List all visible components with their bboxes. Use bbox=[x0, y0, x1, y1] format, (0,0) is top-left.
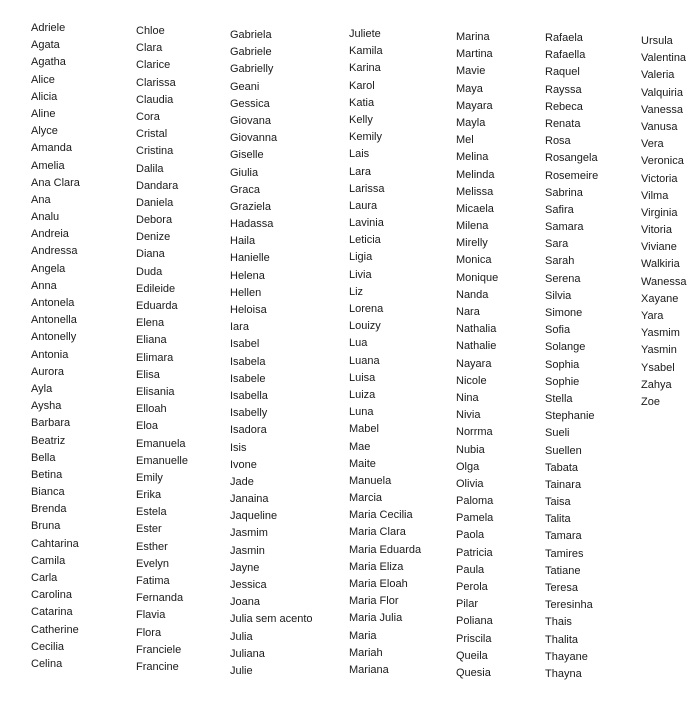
name-item: Monica bbox=[456, 254, 492, 267]
name-item: Vanusa bbox=[641, 120, 678, 133]
name-item: Erika bbox=[136, 489, 162, 502]
name-item: Elimara bbox=[136, 351, 174, 364]
name-item: Walkiria bbox=[641, 258, 680, 271]
name-item: Sofia bbox=[545, 324, 571, 337]
name-item: Estela bbox=[136, 506, 167, 519]
name-item: Clara bbox=[136, 42, 163, 55]
name-item: Mayara bbox=[456, 99, 493, 112]
name-item: Flavia bbox=[136, 609, 166, 622]
name-item: Simone bbox=[545, 307, 583, 319]
name-item: Giselle bbox=[230, 149, 264, 162]
name-column-5 bbox=[456, 29, 498, 682]
name-item: Ligia bbox=[349, 251, 373, 264]
name-item: Wanessa bbox=[641, 275, 687, 288]
name-item: Eliana bbox=[136, 334, 167, 347]
name-item: Maria Clara bbox=[349, 526, 406, 539]
name-item: Catarina bbox=[31, 606, 73, 619]
name-item: Thalita bbox=[545, 633, 579, 646]
name-item: Lais bbox=[349, 148, 370, 161]
name-item: Patricia bbox=[456, 546, 493, 559]
name-item: Antonella bbox=[31, 314, 77, 327]
name-item: Tamires bbox=[545, 547, 584, 560]
name-item: Fatima bbox=[136, 575, 170, 587]
name-item: Mayla bbox=[456, 116, 486, 129]
name-item: Elena bbox=[136, 317, 165, 330]
name-item: Karina bbox=[349, 62, 381, 75]
name-item: Nivia bbox=[456, 409, 481, 422]
name-item: Alyce bbox=[31, 125, 58, 138]
name-item: Nara bbox=[456, 306, 480, 318]
name-item: Geani bbox=[230, 80, 260, 93]
name-item: Quesia bbox=[456, 666, 491, 679]
name-item: Karol bbox=[349, 79, 375, 92]
name-item: Andressa bbox=[31, 245, 78, 258]
name-item: Dalila bbox=[136, 162, 164, 175]
name-item: Isabela bbox=[230, 355, 266, 368]
name-item: Brenda bbox=[31, 503, 67, 516]
name-item: Andreia bbox=[31, 228, 69, 241]
name-item: Elisa bbox=[136, 368, 160, 381]
name-item: Livia bbox=[349, 268, 372, 281]
name-item: Juliana bbox=[230, 647, 265, 660]
name-item: Veronica bbox=[641, 155, 684, 168]
name-item: Olga bbox=[456, 460, 480, 473]
name-item: Carolina bbox=[31, 589, 72, 602]
name-item: Duda bbox=[136, 265, 163, 278]
name-item: Leticia bbox=[349, 234, 381, 247]
name-item: Joana bbox=[230, 596, 260, 609]
name-item: Giovanna bbox=[230, 132, 278, 145]
name-item: Thayna bbox=[545, 667, 582, 680]
name-item: Antonela bbox=[31, 297, 75, 309]
name-item: Jasmim bbox=[230, 527, 268, 540]
name-item: Vanessa bbox=[641, 103, 683, 116]
name-item: Hadassa bbox=[230, 218, 274, 231]
name-item: Hanielle bbox=[230, 252, 270, 265]
name-item: Mariana bbox=[349, 663, 389, 676]
name-item: Yasmin bbox=[641, 344, 677, 357]
name-item: Yara bbox=[641, 310, 664, 322]
name-item: Beatriz bbox=[31, 434, 66, 447]
name-item: Graziela bbox=[230, 200, 271, 213]
name-item: Cristal bbox=[136, 128, 168, 141]
name-item: Antonia bbox=[31, 348, 69, 361]
name-column-6 bbox=[545, 30, 598, 683]
name-item: Tatiane bbox=[545, 564, 581, 577]
name-column-7 bbox=[641, 33, 686, 411]
name-item: Julia sem acento bbox=[230, 613, 313, 626]
name-item: Renata bbox=[545, 117, 581, 130]
name-item: Heloisa bbox=[230, 304, 267, 316]
name-item: Juliete bbox=[349, 28, 381, 40]
name-item: Raquel bbox=[545, 66, 580, 79]
name-item: Daniela bbox=[136, 196, 174, 209]
name-item: Sueli bbox=[545, 427, 570, 440]
name-item: Mariah bbox=[349, 646, 383, 659]
name-item: Ester bbox=[136, 523, 162, 536]
name-item: Nicole bbox=[456, 374, 487, 387]
name-item: Adriele bbox=[31, 22, 66, 34]
name-item: Sophia bbox=[545, 358, 580, 371]
name-item: Silvia bbox=[545, 289, 572, 302]
name-item: Maria bbox=[349, 629, 377, 642]
name-item: Mavie bbox=[456, 65, 486, 78]
name-item: Valquiria bbox=[641, 86, 683, 99]
name-item: Elloah bbox=[136, 403, 167, 416]
name-item: Suellen bbox=[545, 444, 582, 457]
name-item: Nanda bbox=[456, 288, 489, 301]
name-item: Priscila bbox=[456, 632, 492, 645]
name-item: Ana bbox=[31, 193, 51, 206]
name-item: Nathalie bbox=[456, 340, 497, 353]
name-item: Jade bbox=[230, 475, 254, 488]
name-item: Haila bbox=[230, 235, 256, 248]
name-item: Lorena bbox=[349, 303, 384, 315]
name-item: Alice bbox=[31, 73, 55, 86]
name-item: Ursula bbox=[641, 35, 673, 47]
name-item: Maite bbox=[349, 457, 376, 470]
name-item: Maya bbox=[456, 82, 483, 95]
name-item: Isis bbox=[230, 441, 247, 454]
name-item: Queila bbox=[456, 649, 488, 662]
name-item: Pilar bbox=[456, 598, 479, 611]
name-item: Clarice bbox=[136, 59, 171, 72]
name-item: Elisania bbox=[136, 385, 175, 398]
name-item: Larissa bbox=[349, 182, 385, 195]
name-item: Norrma bbox=[456, 426, 493, 439]
name-item: Amanda bbox=[31, 142, 72, 155]
name-item: Luiza bbox=[349, 388, 376, 401]
name-item: Ysabel bbox=[641, 361, 675, 374]
name-item: Luisa bbox=[349, 371, 376, 384]
name-item: Sabrina bbox=[545, 186, 583, 199]
name-column-4 bbox=[349, 26, 421, 679]
name-item: Debora bbox=[136, 214, 173, 227]
name-item: Maria Julia bbox=[349, 612, 403, 625]
name-item: Melinda bbox=[456, 168, 495, 181]
name-item: Sarah bbox=[545, 255, 575, 268]
name-item: Mabel bbox=[349, 423, 379, 436]
name-item: Dandara bbox=[136, 179, 179, 192]
name-item: Barbara bbox=[31, 417, 71, 430]
name-item: Kelly bbox=[349, 113, 373, 126]
name-item: Claudia bbox=[136, 93, 174, 106]
name-column-3 bbox=[230, 27, 313, 680]
name-item: Talita bbox=[545, 513, 571, 526]
name-item: Mirelly bbox=[456, 237, 488, 250]
name-item: Marcia bbox=[349, 492, 383, 505]
name-item: Cristina bbox=[136, 145, 174, 158]
name-item: Fernanda bbox=[136, 592, 184, 605]
name-item: Victoria bbox=[641, 172, 678, 185]
name-item: Vilma bbox=[641, 189, 669, 202]
name-item: Maria Cecilia bbox=[349, 509, 413, 522]
name-item: Nayara bbox=[456, 357, 492, 370]
name-item: Amelia bbox=[31, 159, 65, 172]
name-item: Lara bbox=[349, 165, 372, 178]
name-item: Manuela bbox=[349, 474, 392, 487]
name-item: Tainara bbox=[545, 478, 582, 491]
name-item: Vitoria bbox=[641, 224, 672, 237]
name-item: Eduarda bbox=[136, 300, 178, 312]
name-item: Laura bbox=[349, 199, 378, 212]
name-item: Chloe bbox=[136, 25, 165, 37]
name-item: Safira bbox=[545, 203, 574, 216]
name-item: Betina bbox=[31, 468, 63, 481]
name-item: Giulia bbox=[230, 166, 259, 179]
name-item: Gabrielly bbox=[230, 63, 274, 76]
name-item: Paola bbox=[456, 529, 485, 542]
name-item: Samara bbox=[545, 221, 584, 234]
name-item: Cora bbox=[136, 110, 160, 123]
name-item: Sara bbox=[545, 238, 569, 251]
name-item: Gabriele bbox=[230, 46, 272, 59]
name-item: Catherine bbox=[31, 623, 79, 636]
name-item: Stephanie bbox=[545, 410, 595, 423]
name-item: Emily bbox=[136, 471, 163, 484]
name-item: Valeria bbox=[641, 69, 675, 82]
name-item: Viviane bbox=[641, 241, 677, 254]
name-item: Serena bbox=[545, 272, 581, 285]
name-item: Graca bbox=[230, 183, 260, 196]
name-item: Virginia bbox=[641, 206, 678, 219]
name-item: Clarissa bbox=[136, 76, 176, 89]
name-item: Monique bbox=[456, 271, 499, 284]
name-item: Aline bbox=[31, 107, 56, 120]
name-item: Ivone bbox=[230, 458, 257, 471]
name-column-1 bbox=[31, 20, 80, 673]
name-item: Rosa bbox=[545, 135, 571, 148]
name-item: Teresinha bbox=[545, 599, 593, 612]
name-item: Maria Eliza bbox=[349, 560, 404, 573]
name-item: Luana bbox=[349, 354, 380, 367]
name-item: Liz bbox=[349, 285, 364, 298]
name-item: Maria Flor bbox=[349, 595, 399, 608]
name-item: Sophie bbox=[545, 375, 580, 388]
name-item: Diana bbox=[136, 248, 165, 261]
name-item: Emanuela bbox=[136, 437, 186, 450]
name-item: Isabele bbox=[230, 372, 266, 385]
name-item: Alicia bbox=[31, 90, 58, 103]
name-item: Taisa bbox=[545, 496, 571, 509]
name-item: Lavinia bbox=[349, 217, 384, 230]
name-item: Pamela bbox=[456, 512, 494, 525]
name-item: Bianca bbox=[31, 486, 65, 499]
name-item: Angela bbox=[31, 262, 66, 275]
name-item: Denize bbox=[136, 231, 171, 244]
name-item: Luna bbox=[349, 406, 374, 419]
name-item: Rayssa bbox=[545, 83, 582, 96]
name-item: Kamila bbox=[349, 45, 383, 58]
name-item: Evelyn bbox=[136, 557, 170, 570]
name-item: Edileide bbox=[136, 282, 176, 295]
name-item: Teresa bbox=[545, 582, 579, 594]
name-item: Cahtarina bbox=[31, 537, 79, 550]
name-item: Jayne bbox=[230, 561, 260, 574]
name-item: Katia bbox=[349, 96, 375, 109]
name-item: Isabella bbox=[230, 389, 268, 402]
name-item: Cecilia bbox=[31, 640, 65, 653]
name-item: Janaina bbox=[230, 493, 269, 506]
name-item: Maria Eloah bbox=[349, 578, 408, 590]
name-item: Thayane bbox=[545, 650, 588, 663]
name-item: Yasmim bbox=[641, 327, 680, 340]
name-item: Isabel bbox=[230, 338, 260, 351]
name-item: Emanuelle bbox=[136, 454, 188, 467]
name-column-2 bbox=[136, 23, 188, 676]
name-item: Rafaella bbox=[545, 49, 586, 62]
name-item: Perola bbox=[456, 581, 488, 593]
name-item: Isabelly bbox=[230, 407, 268, 420]
name-item: Isadora bbox=[230, 424, 267, 437]
name-item: Mae bbox=[349, 440, 371, 453]
name-item: Julie bbox=[230, 664, 253, 677]
name-item: Martina bbox=[456, 48, 493, 61]
name-item: Franciele bbox=[136, 643, 182, 656]
name-item: Agatha bbox=[31, 56, 66, 69]
name-item: Francine bbox=[136, 660, 179, 673]
name-item: Solange bbox=[545, 341, 586, 354]
name-item: Nina bbox=[456, 391, 479, 404]
name-item: Agata bbox=[31, 39, 60, 52]
name-item: Nubia bbox=[456, 443, 485, 456]
name-item: Valentina bbox=[641, 52, 687, 65]
name-item: Stella bbox=[545, 392, 573, 405]
name-item: Zahya bbox=[641, 378, 672, 391]
name-item: Celina bbox=[31, 657, 63, 670]
name-item: Gabriela bbox=[230, 29, 272, 41]
name-item: Louizy bbox=[349, 320, 381, 333]
name-item: Jessica bbox=[230, 579, 267, 591]
name-item: Zoe bbox=[641, 395, 660, 408]
name-item: Poliana bbox=[456, 615, 493, 628]
name-item: Aysha bbox=[31, 400, 62, 413]
name-item: Paloma bbox=[456, 495, 494, 508]
name-item: Micaela bbox=[456, 202, 494, 215]
name-item: Rosangela bbox=[545, 152, 598, 165]
name-item: Flora bbox=[136, 626, 162, 639]
name-item: Iara bbox=[230, 321, 249, 334]
name-item: Anna bbox=[31, 279, 57, 292]
name-item: Thais bbox=[545, 616, 572, 629]
name-item: Ayla bbox=[31, 382, 53, 395]
name-item: Maria Eduarda bbox=[349, 543, 422, 556]
name-item: Melissa bbox=[456, 185, 494, 198]
name-item: Mel bbox=[456, 134, 474, 147]
name-item: Gessica bbox=[230, 97, 270, 110]
name-item: Analu bbox=[31, 211, 60, 224]
name-item: Ana Clara bbox=[31, 176, 80, 189]
name-item: Paula bbox=[456, 563, 485, 576]
name-item: Hellen bbox=[230, 286, 262, 299]
name-item: Aurora bbox=[31, 365, 65, 378]
name-item: Xayane bbox=[641, 292, 679, 305]
name-item: Lua bbox=[349, 337, 368, 350]
name-item: Rebeca bbox=[545, 100, 583, 113]
name-item: Eloa bbox=[136, 420, 159, 433]
name-item: Julia bbox=[230, 630, 253, 643]
name-item: Tamara bbox=[545, 530, 582, 543]
name-item: Giovana bbox=[230, 114, 271, 127]
name-item: Marina bbox=[456, 31, 490, 43]
name-item: Kemily bbox=[349, 131, 383, 144]
name-item: Camila bbox=[31, 554, 66, 567]
name-item: Carla bbox=[31, 572, 58, 584]
name-item: Antonelly bbox=[31, 331, 77, 344]
name-item: Rafaela bbox=[545, 32, 583, 44]
name-item: Esther bbox=[136, 540, 168, 553]
name-item: Rosemeire bbox=[545, 169, 599, 182]
name-item: Helena bbox=[230, 269, 265, 282]
name-item: Melina bbox=[456, 151, 489, 164]
name-item: Bella bbox=[31, 451, 56, 464]
name-item: Vera bbox=[641, 138, 664, 151]
name-item: Tabata bbox=[545, 461, 579, 474]
name-item: Olivia bbox=[456, 477, 484, 490]
name-item: Bruna bbox=[31, 520, 61, 533]
name-item: Milena bbox=[456, 220, 489, 233]
name-item: Jasmin bbox=[230, 544, 265, 557]
name-item: Nathalia bbox=[456, 323, 497, 336]
name-item: Jaqueline bbox=[230, 510, 278, 523]
